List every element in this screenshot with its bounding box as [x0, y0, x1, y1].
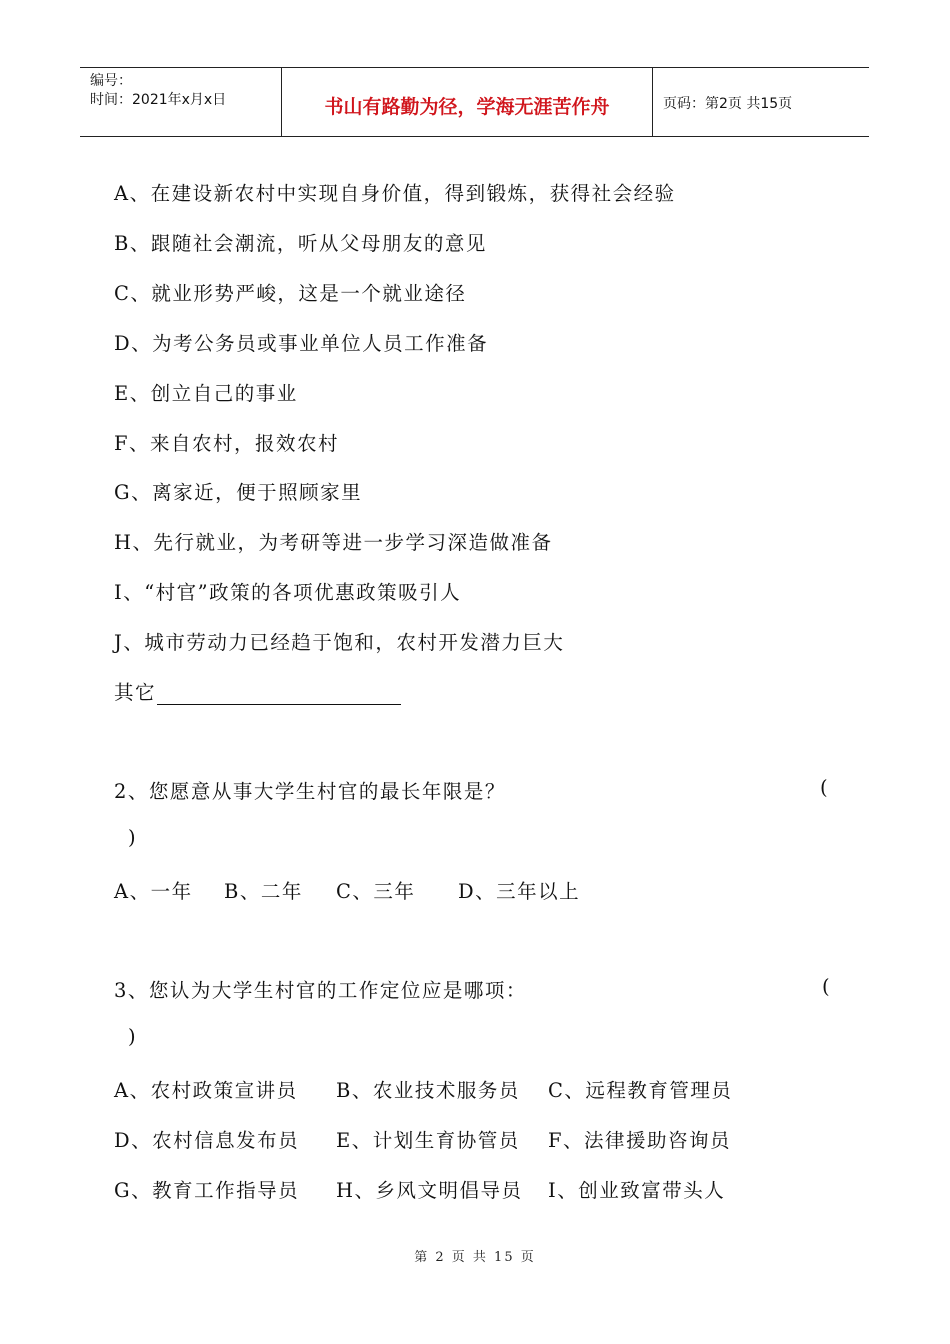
q2-option-c: C、三年	[336, 880, 416, 903]
q1-option-g: G、离家近，便于照顾家里	[114, 481, 363, 504]
q1-option-a: A、在建设新农村中实现自身价值，得到锻炼，获得社会经验	[114, 182, 676, 205]
q3-option-c: C、远程教育管理员	[548, 1079, 733, 1102]
q2-answer-paren-close[interactable]: )	[128, 826, 136, 849]
page-header	[80, 67, 869, 137]
q1-option-h: H、先行就业，为考研等进一步学习深造做准备	[114, 531, 553, 554]
q3-option-a: A、农村政策宣讲员	[114, 1079, 298, 1102]
header-page-info: 页码：第2页 共15页	[663, 96, 793, 112]
header-motto: 书山有路勤为径，学海无涯苦作舟	[282, 68, 653, 136]
q3-options-row	[114, 1175, 754, 1202]
q3-option-i: I、创业致富带头人	[548, 1179, 726, 1202]
q3-option-d: D、农村信息发布员	[114, 1129, 300, 1152]
q2-options	[114, 876, 614, 903]
q3-option-e: E、计划生育协管员	[336, 1129, 520, 1152]
q1-other-label: 其它	[114, 681, 157, 704]
q1-option-f: F、来自农村，报效农村	[114, 432, 340, 455]
q1-option-b: B、跟随社会潮流，听从父母朋友的意见	[114, 232, 487, 255]
q2-option-b: B、二年	[224, 880, 303, 903]
q3-option-h: H、乡风文明倡导员	[336, 1179, 523, 1202]
q2-question: 2、您愿意从事大学生村官的最长年限是？	[114, 780, 506, 803]
q3-answer-paren-close[interactable]: )	[128, 1025, 136, 1048]
q3-question: 3、您认为大学生村官的工作定位应是哪项：	[114, 979, 527, 1002]
page-footer: 第 2 页 共 15 页	[414, 1250, 536, 1265]
q3-options-row	[114, 1075, 754, 1102]
document-number-label: 编号：	[90, 73, 132, 89]
q2-option-d: D、三年以上	[458, 880, 581, 903]
q1-other-blank[interactable]	[157, 686, 401, 705]
q3-option-b: B、农业技术服务员	[336, 1079, 520, 1102]
q1-option-e: E、创立自己的事业	[114, 382, 298, 405]
header-meta	[80, 68, 282, 136]
q1-option-i: I、“村官”政策的各项优惠政策吸引人	[114, 581, 462, 604]
document-date: 时间：2021年x月x日	[90, 92, 227, 108]
q1-other-row	[114, 677, 401, 705]
q3-options-row	[114, 1125, 754, 1152]
q2-option-a: A、一年	[114, 880, 193, 903]
q3-option-f: F、法律援助咨询员	[548, 1129, 732, 1152]
q2-answer-paren-open[interactable]: (	[820, 776, 828, 799]
q1-option-c: C、就业形势严峻，这是一个就业途径	[114, 282, 467, 305]
q3-answer-paren-open[interactable]: (	[822, 975, 830, 998]
q1-option-d: D、为考公务员或事业单位人员工作准备	[114, 332, 489, 355]
q1-option-j: J、城市劳动力已经趋于饱和，农村开发潜力巨大	[114, 631, 565, 654]
q3-option-g: G、教育工作指导员	[114, 1179, 300, 1202]
